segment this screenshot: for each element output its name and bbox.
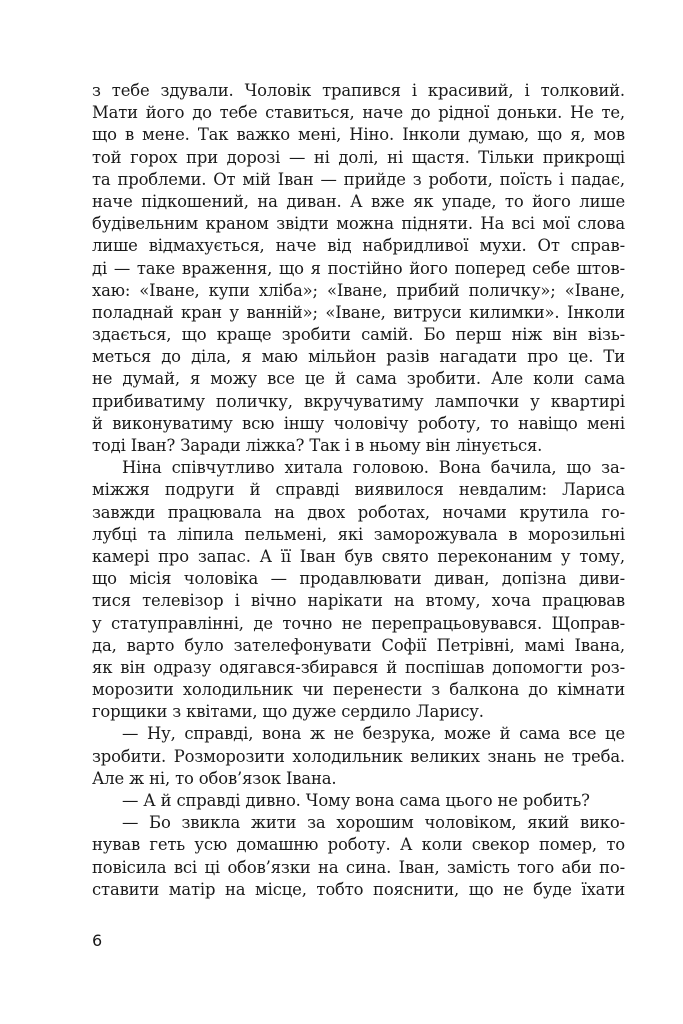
text-line: тися телевізор і вічно нарікати на втому, хоча працював (92, 591, 625, 611)
text-line: меться до діла, я маю мільйон разів нагадати про це. Ти (92, 347, 625, 367)
text-line: горщики з квітами, що дуже сердило Ларису. (92, 702, 484, 722)
text-line: та проблеми. От мій Іван — прийде з роботи, поїсть і падає, (92, 169, 625, 189)
page-number: 6 (92, 931, 103, 950)
text-line: — А й справді дивно. Чому вона сама цього не робить? (122, 791, 590, 810)
text-line: ставити матір на місце, тобто пояснити, що не буде їхати (92, 879, 625, 899)
text-line: — Бо звикла жити за хорошим чоловіком, який вико- (122, 813, 625, 833)
text-line: що місія чоловіка — продавлювати диван, допізна диви- (92, 569, 625, 589)
text-line: здається, що краще зробити самій. Бо перш ніж він візь- (92, 325, 625, 345)
text-line: нував геть усю домашню роботу. А коли свекор помер, то (92, 835, 625, 855)
text-line: поладнай кран у ванній»; «Іване, витруси килимки». Інколи (92, 302, 625, 322)
text-line: да, варто було зателефонувати Софії Петрівні, мамі Івана, (92, 635, 625, 655)
text-line: камері про запас. А її Іван був свято переконаним у тому, (92, 546, 625, 566)
text-line: у статуправлінні, де точно не перепрацьовувався. Щоправ- (92, 613, 625, 633)
text-line: морозити холодильник чи перенести з балкона до кімнати (92, 680, 625, 700)
text-line: лубці та ліпила пельмені, які заморожувала в морозильні (92, 524, 625, 544)
page-text-block (92, 80, 625, 901)
text-line: тоді Іван? Заради ліжка? Так і в ньому він лінується. (92, 436, 543, 455)
text-line: хаю: «Іване, купи хліба»; «Іване, прибий поличку»; «Іване, (92, 280, 625, 300)
text-line: наче підкошений, на диван. А вже як упаде, то його лише (92, 191, 625, 211)
text-line: лише відмахується, наче від набридливої мухи. От справ- (92, 236, 625, 256)
text-line: ді — таке враження, що я постійно його поперед себе штов- (92, 258, 625, 278)
text-line: Але ж ні, то обов’язок Івана. (92, 768, 337, 788)
text-line: — Ну, справді, вона ж не безрука, може й сама все це (122, 724, 625, 744)
text-line: й виконуватиму всю іншу чоловічу роботу, то навіщо мені (92, 413, 625, 433)
text-line: не думай, я можу все це й сама зробити. Але коли сама (92, 369, 625, 389)
text-line: міжжя подруги й справді виявилося невдалим: Лариса (92, 480, 625, 500)
text-line: Ніна співчутливо хитала головою. Вона бачила, що за- (122, 458, 625, 478)
text-line: завжди працювала на двох роботах, ночами крутила го- (92, 502, 625, 522)
text-line: будівельним краном звідти можна підняти. На всі мої слова (92, 214, 625, 234)
text-line: прибиватиму поличку, вкручуватиму лампочки у квартирі (92, 391, 625, 411)
text-line: що в мене. Так важко мені, Ніно. Інколи думаю, що я, мов (92, 125, 625, 145)
text-line: як він одразу одягався-збирався й поспішав допомогти роз- (92, 657, 625, 677)
text-line: той горох при дорозі — ні долі, ні щастя. Тільки прикрощі (92, 147, 625, 167)
text-line: з тебе здували. Чоловік трапився і красивий, і толковий. (92, 81, 625, 100)
text-line: зробити. Розморозити холодильник великих знань не треба. (92, 746, 625, 766)
text-line: повісила всі ці обов’язки на сина. Іван, замість того аби по- (92, 857, 625, 877)
text-line: Мати його до тебе ставиться, наче до рідної доньки. Не те, (92, 103, 625, 123)
